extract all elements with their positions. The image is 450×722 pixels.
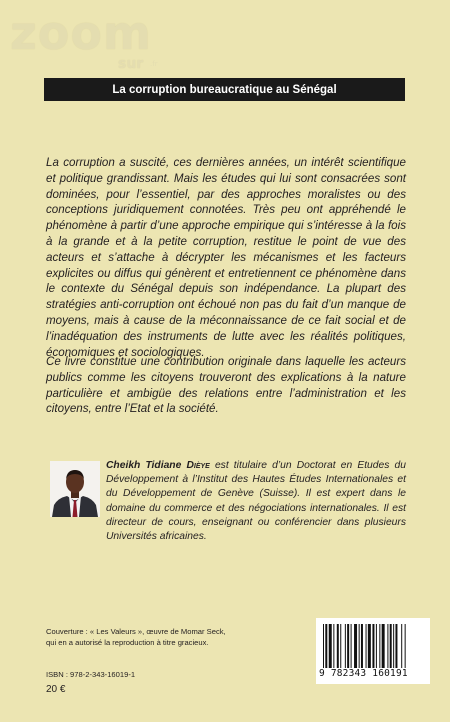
- author-bio-text: est titulaire d’un Doctorat en Etudes du Développement à l’Institut des Hautes Études Internationales et du Développement de Genève (Suisse). Il est expert dans le domaine du commerce et des négociations internationales. Il est directeur de cours, enseignant ou conférencier dans plusieurs Universités africaines.: [106, 460, 406, 543]
- barcode-bars: [323, 624, 423, 668]
- watermark-logo-tld: .fr: [150, 60, 158, 68]
- cover-credits: [46, 627, 276, 648]
- barcode: [316, 618, 430, 684]
- author-photo: [50, 461, 100, 517]
- summary-paragraph-2: Ce livre constitue une contribution originale dans laquelle les acteurs publics comme les citoyens trouveront des explications à la nature particulière et ambigüe des relations entre l’administration et les citoyens, entre l’Etat et la société.: [46, 355, 406, 416]
- watermark-logo: [10, 8, 180, 78]
- author-surname: Dièye: [186, 460, 210, 471]
- barcode-digits: 9 782343 160191: [319, 668, 408, 679]
- cover-title-bar: [44, 78, 405, 101]
- cover-title: La corruption bureaucratique au Sénégal: [112, 83, 337, 96]
- watermark-logo-sub: sur: [118, 56, 144, 72]
- price: 20 €: [46, 684, 66, 695]
- isbn: ISBN : 978-2-343-16019-1: [46, 670, 136, 679]
- watermark-logo-word: zoom: [10, 6, 152, 60]
- author-first-names: Cheikh Tidiane: [106, 460, 182, 471]
- credits-line-1: Couverture : « Les Valeurs », œuvre de Momar Seck,: [46, 627, 226, 636]
- credits-line-2: qui en a autorisé la reproduction à titre gracieux.: [46, 637, 209, 647]
- author-bio: [106, 459, 406, 544]
- author-portrait-image: [50, 461, 100, 517]
- summary-paragraph-1: La corruption a suscité, ces dernières années, un intérêt scientifique et politique grandissant. Mais les études qui lui sont consacrées sont dominées, pour l’essentiel, par des approches moralistes ou des conceptions juridiquement connotées. Très peu ont appréhendé le phénomène à partir d’une approche empirique qui s’intéresse à la fois à la grande et à la petite corruption, restitue le point de vue des acteurs et s’attache à décrypter les mécanismes et les facteurs explicites ou diffus qui génèrent et entretiennent ce phénomène dans le contexte du Sénégal depuis son indépendance. La plupart des stratégies anti-corruption ont échoué non pas du fait d’un manque de moyens, mais à cause de la méconnaissance de ce fait social et de l’inadéquation des instruments de lutte avec les réalités politiques, économiques et sociologiques.: [46, 156, 406, 359]
